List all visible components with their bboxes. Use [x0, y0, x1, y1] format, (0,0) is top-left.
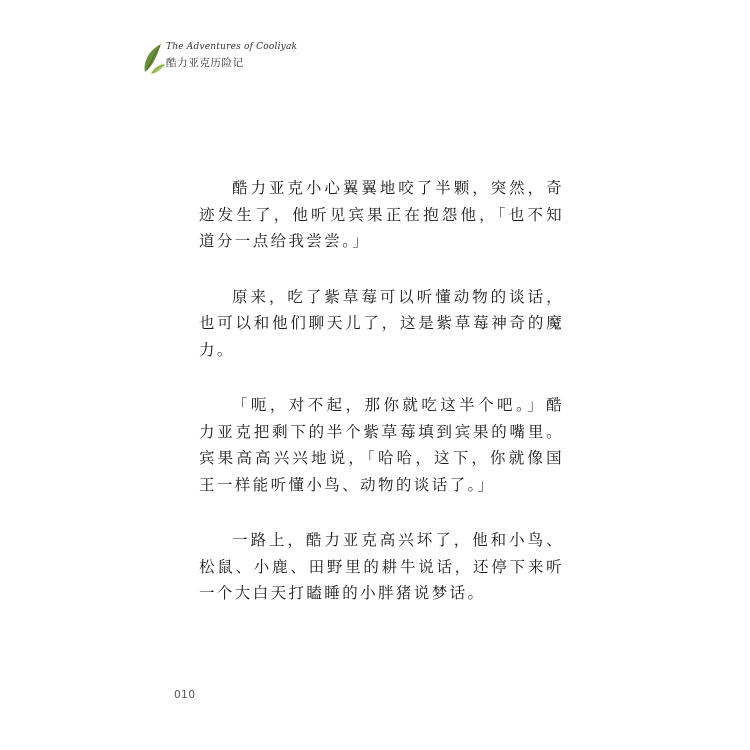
story-text: [199, 175, 564, 636]
paragraph: 「呃，对不起，那你就吃这半个吧。」酷力亚克把剩下的半个紫草莓填到宾果的嘴里。宾果高高兴兴地说，「哈哈，这下，你就像国王一样能听懂小鸟、动物的谈话了。」: [199, 396, 564, 494]
book-title-english: The Adventures of Cooliyak: [166, 42, 298, 52]
page-number: 010: [174, 689, 196, 701]
paragraph: 一路上，酷力亚克高兴坏了，他和小鸟、松鼠、小鹿、田野里的耕牛说话，还停下来听一个大白天打瞌睡的小胖猪说梦话。: [199, 531, 564, 602]
paragraph: 原来，吃了紫草莓可以听懂动物的谈话，也可以和他们聊天儿了，这是紫草莓神奇的魔力。: [199, 287, 564, 359]
running-header: [141, 40, 341, 76]
book-title-chinese: 酷力亚克历险记: [166, 57, 244, 69]
paragraph: 酷力亚克小心翼翼地咬了半颗，突然，奇迹发生了，他听见宾果正在抱怨他，「也不知道分一点给我尝尝。」: [199, 179, 564, 250]
